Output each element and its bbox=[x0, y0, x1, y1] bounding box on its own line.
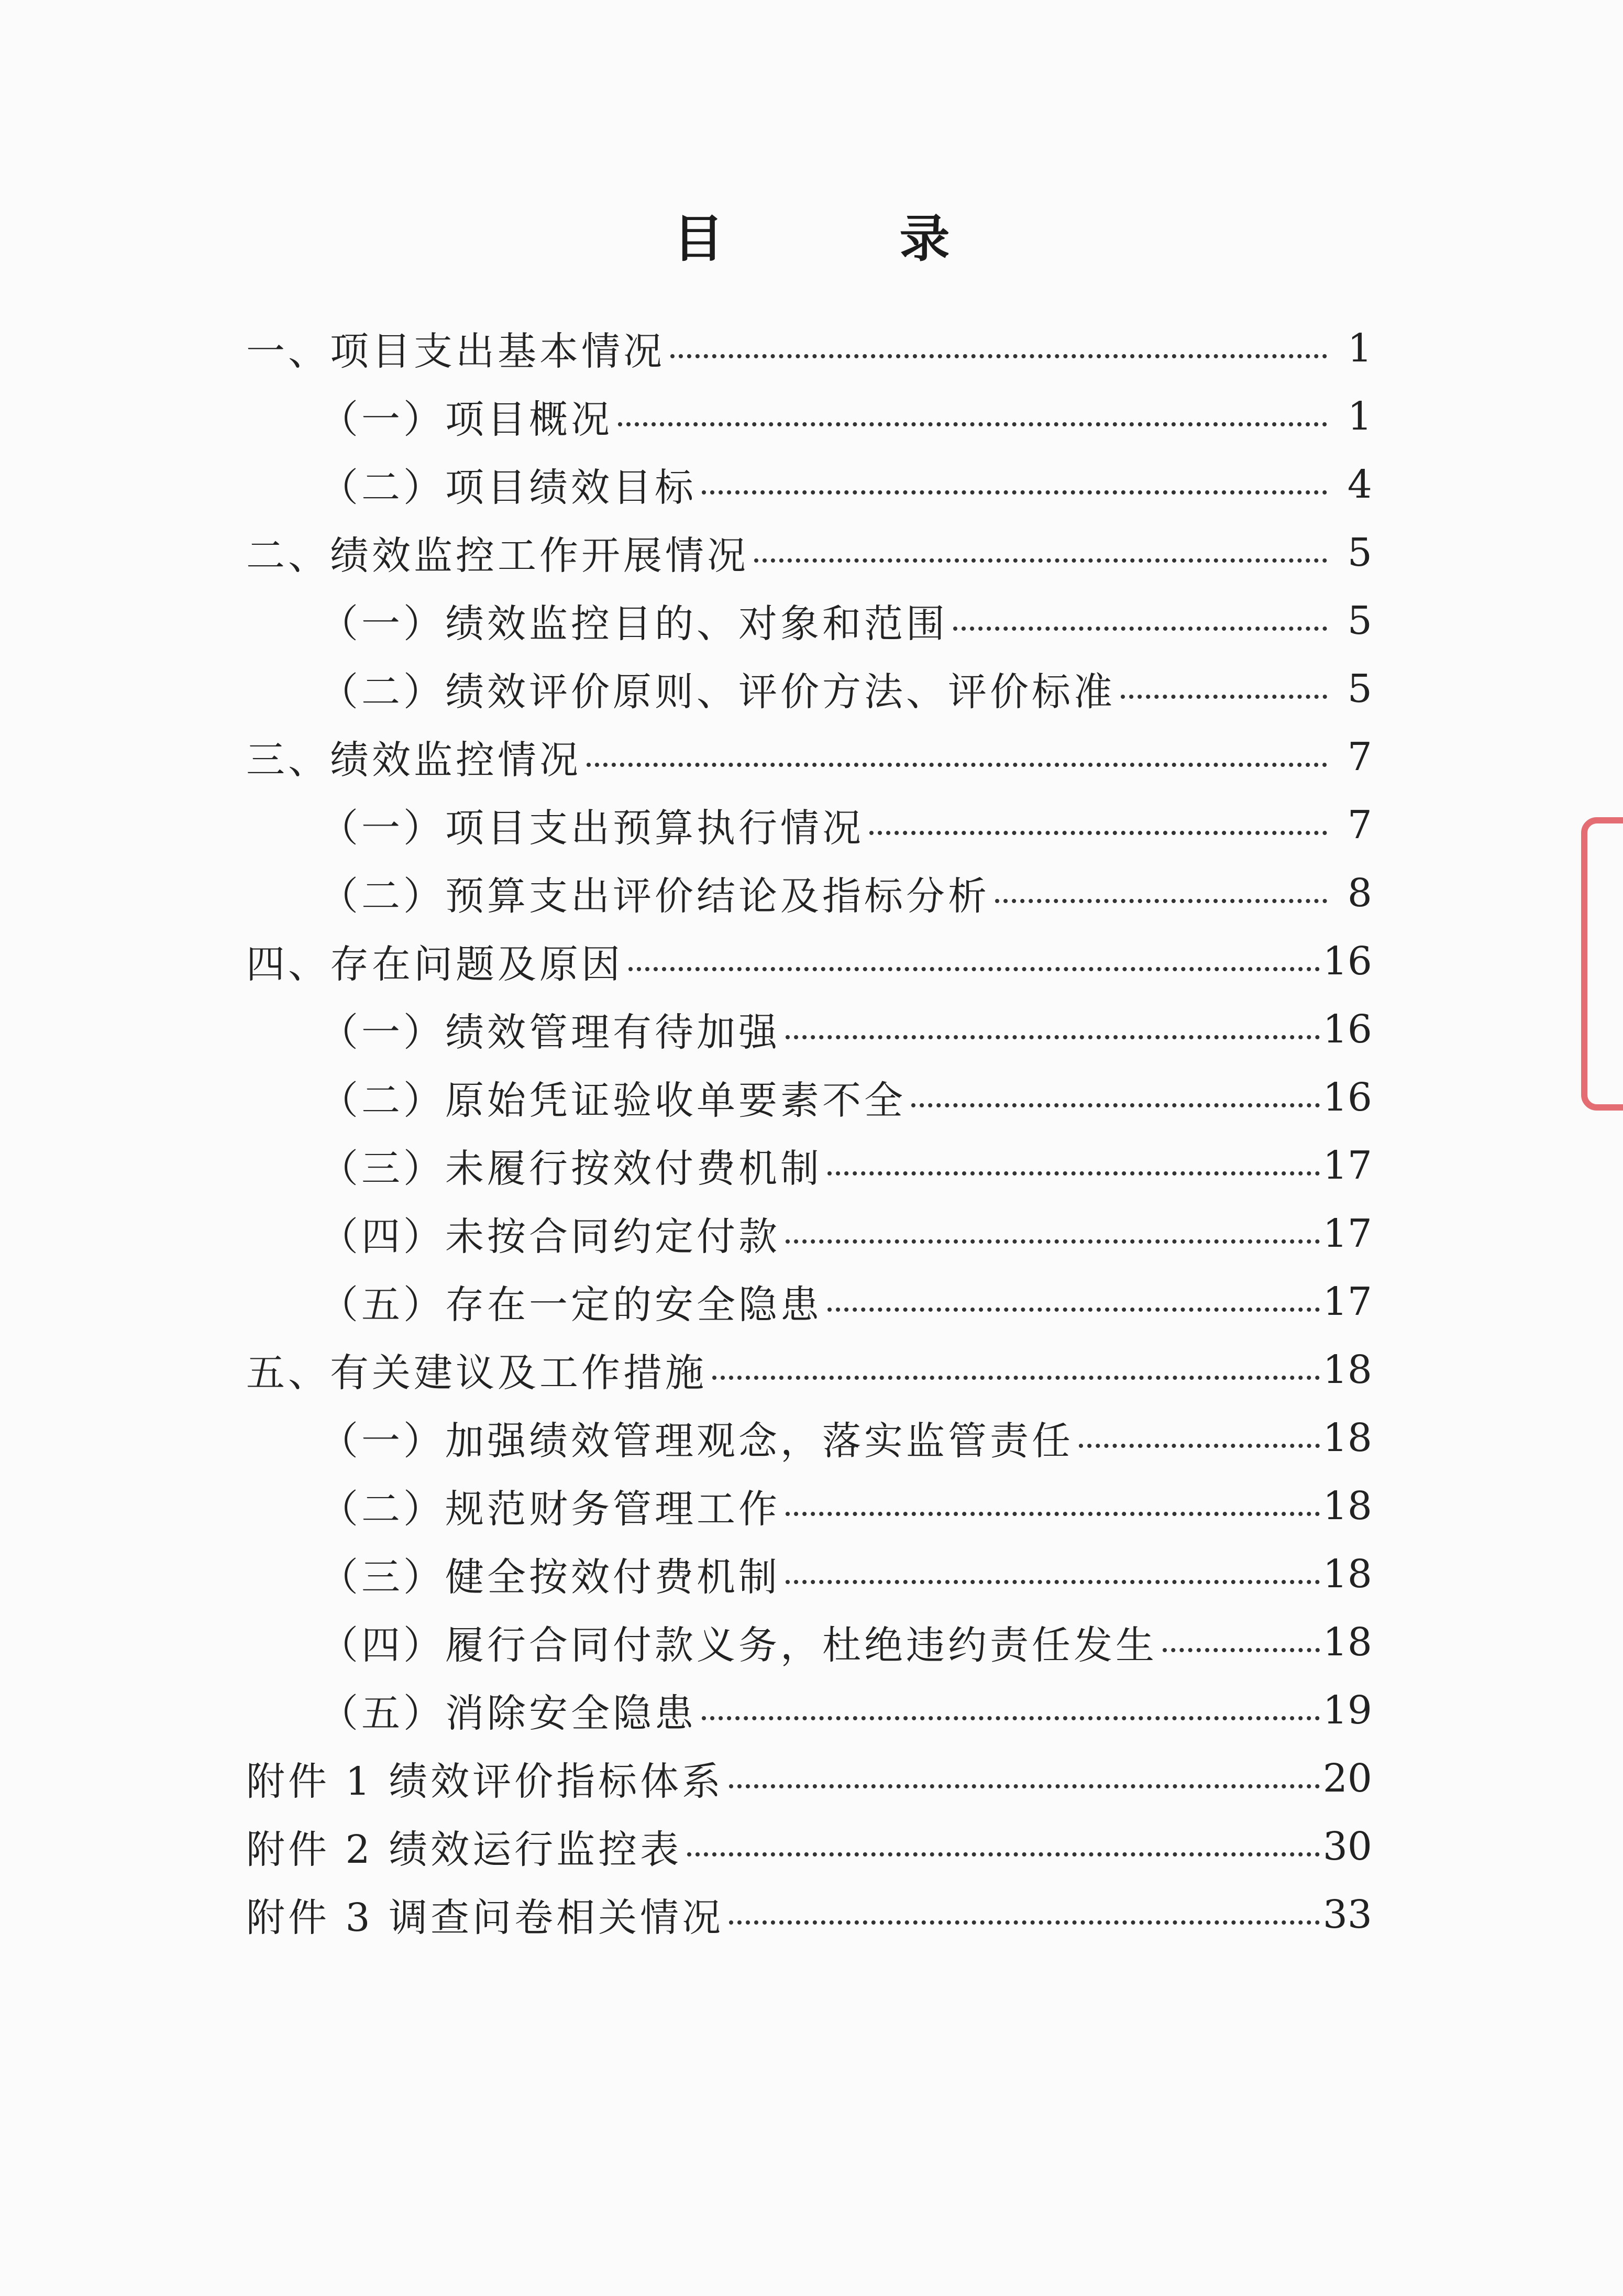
toc-page-number: 7 bbox=[1347, 734, 1372, 779]
toc-page-number: 16 bbox=[1322, 1007, 1372, 1052]
toc-entry-label: 附件 3 调查问卷相关情况 bbox=[246, 1895, 724, 1940]
toc-leader-dots bbox=[1163, 1648, 1320, 1652]
toc-entry-label: （四）履行合同付款义务，杜绝违约责任发生 bbox=[319, 1623, 1157, 1668]
toc-leader-dots bbox=[786, 1239, 1320, 1244]
toc-page-number: 30 bbox=[1322, 1824, 1372, 1869]
toc-entry-label: 附件 1 绩效评价指标体系 bbox=[246, 1759, 724, 1804]
toc-leader-dots bbox=[786, 1580, 1320, 1584]
toc-entry-label: 五、有关建议及工作措施 bbox=[246, 1350, 707, 1396]
toc-entry[interactable] bbox=[246, 791, 1372, 859]
toc-entry[interactable] bbox=[246, 1676, 1372, 1744]
toc-entry[interactable] bbox=[246, 655, 1372, 723]
toc-entry[interactable] bbox=[246, 995, 1372, 1063]
toc-page-number: 8 bbox=[1347, 871, 1372, 916]
toc-entry-label: 二、绩效监控工作开展情况 bbox=[246, 533, 749, 578]
toc-entry[interactable] bbox=[246, 927, 1372, 995]
toc-leader-dots bbox=[786, 1035, 1320, 1039]
toc-leader-dots bbox=[1121, 695, 1327, 699]
toc-page-number: 4 bbox=[1347, 462, 1372, 507]
toc-page-number: 18 bbox=[1322, 1347, 1372, 1392]
toc-entry-label: 三、绩效监控情况 bbox=[246, 738, 581, 783]
toc-entry[interactable] bbox=[246, 519, 1372, 587]
toc-entry[interactable] bbox=[246, 1881, 1372, 1949]
toc-leader-dots bbox=[911, 1103, 1320, 1107]
toc-entry-label: （二）原始凭证验收单要素不全 bbox=[319, 1078, 906, 1123]
toc-entry-label: （一）绩效管理有待加强 bbox=[319, 1010, 780, 1055]
toc-page-number: 18 bbox=[1322, 1415, 1372, 1460]
toc-page-number: 5 bbox=[1347, 666, 1372, 711]
toc-leader-dots bbox=[687, 1852, 1320, 1856]
toc-page-number: 17 bbox=[1322, 1143, 1372, 1188]
toc-page-number: 1 bbox=[1347, 394, 1372, 439]
toc-entry[interactable] bbox=[246, 1540, 1372, 1608]
toc-entry-label: （四）未按合同约定付款 bbox=[319, 1214, 780, 1259]
toc-entry[interactable] bbox=[246, 1200, 1372, 1268]
toc-entry-label: （五）消除安全隐患 bbox=[319, 1691, 697, 1736]
toc-leader-dots bbox=[729, 1920, 1320, 1925]
toc-entry[interactable] bbox=[246, 1131, 1372, 1200]
toc-page-number: 1 bbox=[1347, 326, 1372, 371]
toc-entry-label: 四、存在问题及原因 bbox=[246, 942, 623, 987]
toc-leader-dots bbox=[670, 354, 1327, 358]
toc-leader-dots bbox=[786, 1512, 1320, 1516]
toc-entry-label: （一）项目概况 bbox=[319, 397, 613, 442]
toc-entry[interactable] bbox=[246, 1744, 1372, 1812]
toc-leader-dots bbox=[1079, 1444, 1320, 1448]
toc-page-number: 16 bbox=[1322, 1075, 1372, 1120]
toc-page-number: 18 bbox=[1322, 1620, 1372, 1665]
toc-leader-dots bbox=[869, 831, 1327, 835]
toc-entry[interactable] bbox=[246, 1472, 1372, 1540]
toc-entry[interactable] bbox=[246, 1268, 1372, 1336]
toc-entry-label: （五）存在一定的安全隐患 bbox=[319, 1282, 822, 1327]
toc-page-number: 17 bbox=[1322, 1211, 1372, 1256]
toc-page-number: 5 bbox=[1347, 598, 1372, 643]
toc-leader-dots bbox=[754, 558, 1327, 563]
toc-entry[interactable] bbox=[246, 723, 1372, 791]
table-of-contents bbox=[246, 314, 1372, 1949]
toc-entry[interactable] bbox=[246, 314, 1372, 382]
toc-page-number: 18 bbox=[1322, 1552, 1372, 1597]
toc-page-number: 33 bbox=[1322, 1892, 1372, 1937]
toc-entry[interactable] bbox=[246, 1063, 1372, 1131]
toc-page-number: 5 bbox=[1347, 530, 1372, 575]
toc-leader-dots bbox=[995, 899, 1327, 903]
toc-entry-label: 附件 2 绩效运行监控表 bbox=[246, 1827, 682, 1872]
toc-page-number: 16 bbox=[1322, 939, 1372, 984]
toc-entry[interactable] bbox=[246, 1812, 1372, 1881]
toc-leader-dots bbox=[618, 422, 1327, 426]
toc-entry-label: （二）绩效评价原则、评价方法、评价标准 bbox=[319, 669, 1116, 715]
toc-entry[interactable] bbox=[246, 382, 1372, 451]
toc-leader-dots bbox=[729, 1784, 1320, 1788]
toc-leader-dots bbox=[827, 1308, 1320, 1312]
toc-page-number: 19 bbox=[1322, 1688, 1372, 1733]
toc-entry-label: （二）预算支出评价结论及指标分析 bbox=[319, 874, 990, 919]
toc-leader-dots bbox=[628, 967, 1320, 971]
toc-leader-dots bbox=[712, 1376, 1320, 1380]
toc-leader-dots bbox=[702, 1716, 1320, 1720]
toc-entry[interactable] bbox=[246, 1404, 1372, 1472]
toc-page-number: 18 bbox=[1322, 1484, 1372, 1529]
toc-leader-dots bbox=[587, 763, 1327, 767]
toc-entry-label: （三）健全按效付费机制 bbox=[319, 1555, 780, 1600]
toc-entry-label: （一）绩效监控目的、对象和范围 bbox=[319, 601, 948, 646]
toc-entry[interactable] bbox=[246, 1336, 1372, 1404]
red-seal-stamp bbox=[1581, 817, 1623, 1111]
toc-page-number: 20 bbox=[1322, 1756, 1372, 1801]
toc-leader-dots bbox=[953, 627, 1327, 631]
toc-entry-label: （一）项目支出预算执行情况 bbox=[319, 806, 864, 851]
page-title: 目 录 bbox=[673, 209, 1013, 268]
toc-leader-dots bbox=[702, 490, 1327, 495]
toc-entry-label: （三）未履行按效付费机制 bbox=[319, 1146, 822, 1191]
toc-entry[interactable] bbox=[246, 587, 1372, 655]
toc-entry-label: （二）规范财务管理工作 bbox=[319, 1487, 780, 1532]
toc-entry[interactable] bbox=[246, 859, 1372, 927]
toc-entry-label: （一）加强绩效管理观念，落实监管责任 bbox=[319, 1419, 1074, 1464]
toc-page-number: 7 bbox=[1347, 803, 1372, 848]
toc-entry[interactable] bbox=[246, 1608, 1372, 1676]
toc-entry-label: （二）项目绩效目标 bbox=[319, 465, 697, 510]
toc-entry[interactable] bbox=[246, 451, 1372, 519]
toc-leader-dots bbox=[827, 1171, 1320, 1176]
toc-page-number: 17 bbox=[1322, 1279, 1372, 1324]
toc-entry-label: 一、项目支出基本情况 bbox=[246, 329, 665, 374]
